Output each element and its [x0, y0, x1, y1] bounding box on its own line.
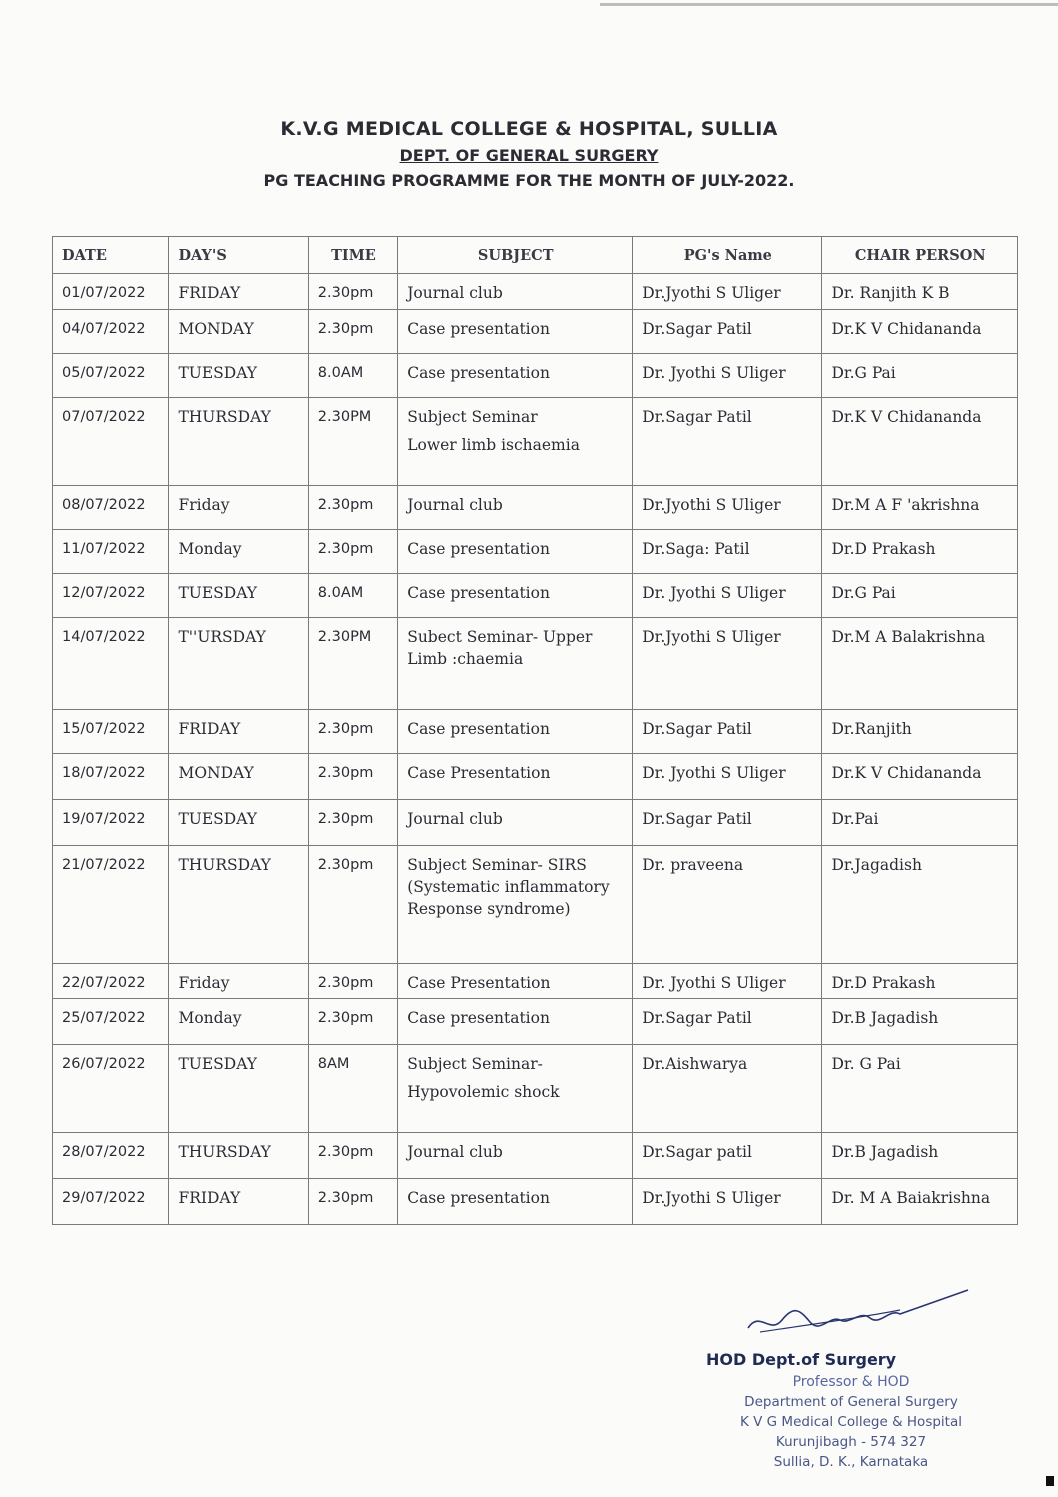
time-cell-text: 8.0AM	[317, 365, 364, 381]
date-cell	[53, 999, 169, 1045]
column-header-chair-person: CHAIR PERSON	[822, 237, 1018, 274]
day-cell	[169, 964, 308, 999]
date-cell-text: 07/07/2022	[62, 409, 146, 425]
time-cell	[308, 710, 397, 754]
time-cell-text: 8AM	[317, 1056, 350, 1072]
subject-cell	[398, 398, 633, 486]
time-cell	[308, 274, 397, 310]
subject-cell	[398, 618, 633, 710]
table-row	[53, 354, 1018, 398]
time-cell-text: 2.30pm	[317, 1144, 374, 1160]
subject-cell-text: Subject Seminar-	[407, 1055, 543, 1073]
date-cell	[53, 1045, 169, 1133]
day-cell	[169, 1133, 308, 1179]
date-cell	[53, 310, 169, 354]
day-cell	[169, 710, 308, 754]
day-cell	[169, 486, 308, 530]
date-cell	[53, 1133, 169, 1179]
chair-person-cell	[822, 486, 1018, 530]
time-cell-text: 2.30PM	[317, 409, 372, 425]
day-cell-text: THURSDAY	[178, 408, 271, 426]
column-header-subject: SUBJECT	[398, 237, 633, 274]
scan-corner-mark	[1046, 1476, 1054, 1486]
time-cell-text: 2.30pm	[317, 1010, 374, 1026]
subject-cell-text: Case Presentation	[407, 764, 551, 782]
table-row	[53, 310, 1018, 354]
date-cell	[53, 574, 169, 618]
pg-name-cell	[633, 530, 822, 574]
pg-name-cell	[633, 1045, 822, 1133]
day-cell	[169, 618, 308, 710]
subject-cell	[398, 310, 633, 354]
time-cell	[308, 754, 397, 800]
chair-person-cell	[822, 999, 1018, 1045]
day-cell	[169, 1045, 308, 1133]
table-row	[53, 398, 1018, 486]
table-row	[53, 710, 1018, 754]
day-cell	[169, 800, 308, 846]
date-cell-text: 08/07/2022	[62, 497, 146, 513]
subject-cell	[398, 710, 633, 754]
day-cell	[169, 398, 308, 486]
time-cell-text: 2.30pm	[317, 857, 374, 873]
date-cell-text: 21/07/2022	[62, 857, 146, 873]
time-cell	[308, 486, 397, 530]
chair-person-cell	[822, 618, 1018, 710]
subject-cell	[398, 486, 633, 530]
subject-topic-text: Hypovolemic shock	[407, 1083, 560, 1101]
day-cell-text: THURSDAY	[178, 1143, 271, 1161]
stamp-department: Department of General Surgery	[744, 1394, 958, 1410]
pg-name-cell-text: Dr.Sagar Patil	[642, 810, 752, 828]
time-cell	[308, 1045, 397, 1133]
time-cell	[308, 310, 397, 354]
date-cell-text: 15/07/2022	[62, 721, 146, 737]
time-cell	[308, 846, 397, 964]
chair-person-cell	[822, 530, 1018, 574]
subject-cell-text: Case presentation	[407, 584, 550, 602]
date-cell	[53, 800, 169, 846]
subject-cell-text: Journal club	[407, 1143, 503, 1161]
pg-name-cell	[633, 754, 822, 800]
subject-cell	[398, 754, 633, 800]
date-cell-text: 12/07/2022	[62, 585, 146, 601]
chair-person-cell	[822, 310, 1018, 354]
day-cell	[169, 354, 308, 398]
time-cell	[308, 530, 397, 574]
signatory-label: HOD Dept.of Surgery	[706, 1350, 897, 1369]
stamp-title: Professor & HOD	[792, 1374, 910, 1390]
subject-cell-text: Case presentation	[407, 720, 550, 738]
stamp-place: Kurunjibagh - 574 327	[775, 1434, 927, 1450]
chair-person-cell	[822, 274, 1018, 310]
subject-cell	[398, 1133, 633, 1179]
subject-cell	[398, 574, 633, 618]
time-cell-text: 2.30pm	[317, 321, 374, 337]
chair-person-cell	[822, 846, 1018, 964]
pg-name-cell	[633, 1179, 822, 1225]
pg-name-cell	[633, 618, 822, 710]
date-cell-text: 19/07/2022	[62, 811, 146, 827]
chair-person-cell-text: Dr. Ranjith K B	[831, 284, 950, 302]
programme-title: PG TEACHING PROGRAMME FOR THE MONTH OF JULY-2022.	[263, 171, 795, 190]
pg-name-cell-text: Dr.Jyothi S Uliger	[642, 496, 781, 514]
schedule-table	[52, 236, 1018, 1225]
time-cell	[308, 999, 397, 1045]
pg-name-cell	[633, 999, 822, 1045]
date-cell	[53, 274, 169, 310]
time-cell	[308, 1133, 397, 1179]
time-cell	[308, 964, 397, 999]
day-cell-text: TUESDAY	[178, 584, 258, 602]
pg-name-cell-text: Dr. praveena	[642, 856, 744, 874]
chair-person-cell-text: Dr.M A F 'akrishna	[831, 496, 980, 514]
time-cell-text: 2.30pm	[317, 285, 374, 301]
chair-person-cell	[822, 800, 1018, 846]
day-cell-text: THURSDAY	[178, 856, 271, 874]
day-cell	[169, 310, 308, 354]
table-row	[53, 754, 1018, 800]
chair-person-cell-text: Dr.M A Balakrishna	[831, 628, 986, 646]
subject-cell	[398, 964, 633, 999]
pg-name-cell	[633, 398, 822, 486]
day-cell	[169, 754, 308, 800]
chair-person-cell	[822, 1133, 1018, 1179]
pg-name-cell-text: Dr.Sagar Patil	[642, 320, 752, 338]
subject-cell-text: Case presentation	[407, 1189, 550, 1207]
chair-person-cell-text: Dr.D Prakash	[831, 974, 936, 992]
pg-name-cell	[633, 710, 822, 754]
chair-person-cell-text: Dr.G Pai	[831, 584, 896, 602]
chair-person-cell	[822, 354, 1018, 398]
date-cell-text: 14/07/2022	[62, 629, 146, 645]
time-cell-text: 8.0AM	[317, 585, 364, 601]
chair-person-cell-text: Dr.D Prakash	[831, 540, 936, 558]
stamp-college: K V G Medical College & Hospital	[740, 1414, 962, 1430]
pg-name-cell	[633, 274, 822, 310]
chair-person-cell	[822, 710, 1018, 754]
table-row	[53, 1133, 1018, 1179]
institution-title: K.V.G MEDICAL COLLEGE & HOSPITAL, SULLIA	[280, 118, 778, 140]
chair-person-cell-text: Dr. M A Baiakrishna	[831, 1189, 991, 1207]
time-cell	[308, 800, 397, 846]
subject-cell	[398, 1179, 633, 1225]
date-cell-text: 18/07/2022	[62, 765, 146, 781]
day-cell-text: Monday	[178, 540, 242, 558]
day-cell-text: FRIDAY	[178, 1189, 241, 1207]
table-row	[53, 274, 1018, 310]
subject-cell	[398, 1045, 633, 1133]
pg-name-cell-text: Dr.Sagar Patil	[642, 1009, 752, 1027]
pg-name-cell	[633, 310, 822, 354]
chair-person-cell	[822, 574, 1018, 618]
chair-person-cell	[822, 398, 1018, 486]
chair-person-cell	[822, 754, 1018, 800]
pg-name-cell-text: Dr.Jyothi S Uliger	[642, 1189, 781, 1207]
subject-cell	[398, 800, 633, 846]
table-row	[53, 1179, 1018, 1225]
day-cell-text: Friday	[178, 974, 230, 992]
subject-cell-text: Case presentation	[407, 1009, 550, 1027]
scan-edge-line	[600, 3, 1058, 6]
date-cell-text: 04/07/2022	[62, 321, 146, 337]
subject-cell	[398, 846, 633, 964]
subject-cell	[398, 354, 633, 398]
table-row	[53, 530, 1018, 574]
table-row	[53, 999, 1018, 1045]
pg-name-cell-text: Dr.Sagar Patil	[642, 408, 752, 426]
date-cell	[53, 964, 169, 999]
chair-person-cell	[822, 1045, 1018, 1133]
table-row	[53, 846, 1018, 964]
subject-cell-text: Subect Seminar- Upper Limb :chaemia	[407, 628, 593, 668]
day-cell-text: TUESDAY	[178, 364, 258, 382]
date-cell	[53, 710, 169, 754]
day-cell-text: FRIDAY	[178, 720, 241, 738]
pg-name-cell-text: Dr. Jyothi S Uliger	[642, 584, 786, 602]
day-cell-text: MONDAY	[178, 320, 254, 338]
column-header-time: TIME	[308, 237, 397, 274]
chair-person-cell-text: Dr.K V Chidananda	[831, 408, 982, 426]
date-cell-text: 26/07/2022	[62, 1056, 146, 1072]
pg-name-cell	[633, 574, 822, 618]
column-header-date: DATE	[53, 237, 169, 274]
table-row	[53, 618, 1018, 710]
subject-cell-text: Subject Seminar	[407, 408, 538, 426]
time-cell-text: 2.30pm	[317, 721, 374, 737]
day-cell	[169, 1179, 308, 1225]
subject-cell-text: Subject Seminar- SIRS (Systematic inflammatory Response syndrome)	[407, 856, 610, 918]
subject-cell-text: Journal club	[407, 810, 503, 828]
day-cell-text: Monday	[178, 1009, 242, 1027]
chair-person-cell	[822, 1179, 1018, 1225]
chair-person-cell-text: Dr.Ranjith	[831, 720, 912, 738]
subject-cell	[398, 274, 633, 310]
date-cell	[53, 398, 169, 486]
table-row	[53, 800, 1018, 846]
pg-name-cell	[633, 486, 822, 530]
date-cell-text: 11/07/2022	[62, 541, 146, 557]
subject-cell-text: Case presentation	[407, 364, 550, 382]
pg-name-cell-text: Dr.Saga: Patil	[642, 540, 750, 558]
day-cell	[169, 999, 308, 1045]
subject-cell-text: Case presentation	[407, 540, 550, 558]
time-cell-text: 2.30PM	[317, 629, 372, 645]
pg-name-cell	[633, 964, 822, 999]
time-cell-text: 2.30pm	[317, 1190, 374, 1206]
time-cell	[308, 398, 397, 486]
chair-person-cell-text: Dr.G Pai	[831, 364, 896, 382]
day-cell	[169, 530, 308, 574]
pg-name-cell-text: Dr. Jyothi S Uliger	[642, 364, 786, 382]
time-cell	[308, 574, 397, 618]
date-cell	[53, 530, 169, 574]
stamp-region: Sullia, D. K., Karnataka	[773, 1454, 929, 1470]
day-cell-text: TUESDAY	[178, 810, 258, 828]
date-cell-text: 29/07/2022	[62, 1190, 146, 1206]
chair-person-cell-text: Dr.Jagadish	[831, 856, 922, 874]
document-header	[0, 118, 1058, 190]
pg-name-cell	[633, 800, 822, 846]
day-cell	[169, 846, 308, 964]
day-cell-text: T''URSDAY	[178, 628, 266, 646]
date-cell-text: 05/07/2022	[62, 365, 146, 381]
time-cell-text: 2.30pm	[317, 497, 374, 513]
pg-name-cell-text: Dr. Jyothi S Uliger	[642, 974, 786, 992]
day-cell	[169, 274, 308, 310]
pg-name-cell-text: Dr. Jyothi S Uliger	[642, 764, 786, 782]
date-cell	[53, 618, 169, 710]
subject-cell	[398, 999, 633, 1045]
table-row	[53, 574, 1018, 618]
table-row	[53, 964, 1018, 999]
chair-person-cell-text: Dr.K V Chidananda	[831, 320, 982, 338]
hod-stamp	[706, 1372, 996, 1472]
time-cell	[308, 1179, 397, 1225]
pg-name-cell	[633, 846, 822, 964]
day-cell-text: FRIDAY	[178, 284, 241, 302]
day-cell-text: Friday	[178, 496, 230, 514]
subject-topic-text: Lower limb ischaemia	[407, 436, 580, 454]
table-header-row	[53, 237, 1018, 274]
day-cell	[169, 574, 308, 618]
day-cell-text: TUESDAY	[178, 1055, 258, 1073]
day-cell-text: MONDAY	[178, 764, 254, 782]
pg-name-cell	[633, 354, 822, 398]
pg-name-cell-text: Dr.Jyothi S Uliger	[642, 284, 781, 302]
time-cell-text: 2.30pm	[317, 811, 374, 827]
subject-cell	[398, 530, 633, 574]
column-header-day: DAY'S	[169, 237, 308, 274]
department-title: DEPT. OF GENERAL SURGERY	[399, 146, 659, 165]
chair-person-cell	[822, 964, 1018, 999]
date-cell-text: 01/07/2022	[62, 285, 146, 301]
time-cell	[308, 354, 397, 398]
date-cell	[53, 754, 169, 800]
date-cell-text: 25/07/2022	[62, 1010, 146, 1026]
date-cell	[53, 846, 169, 964]
pg-name-cell-text: Dr.Sagar Patil	[642, 720, 752, 738]
chair-person-cell-text: Dr.B Jagadish	[831, 1009, 939, 1027]
column-header-pg-name: PG's Name	[633, 237, 822, 274]
pg-name-cell-text: Dr.Sagar patil	[642, 1143, 752, 1161]
pg-name-cell-text: Dr.Aishwarya	[642, 1055, 748, 1073]
pg-name-cell	[633, 1133, 822, 1179]
date-cell	[53, 354, 169, 398]
date-cell-text: 22/07/2022	[62, 975, 146, 991]
subject-cell-text: Case Presentation	[407, 974, 551, 992]
chair-person-cell-text: Dr. G Pai	[831, 1055, 901, 1073]
subject-cell-text: Journal club	[407, 284, 503, 302]
date-cell	[53, 1179, 169, 1225]
chair-person-cell-text: Dr.Pai	[831, 810, 879, 828]
chair-person-cell-text: Dr.B Jagadish	[831, 1143, 939, 1161]
table-row	[53, 486, 1018, 530]
hod-signature	[740, 1280, 970, 1340]
pg-name-cell-text: Dr.Jyothi S Uliger	[642, 628, 781, 646]
date-cell	[53, 486, 169, 530]
subject-cell-text: Case presentation	[407, 320, 550, 338]
time-cell-text: 2.30pm	[317, 541, 374, 557]
table-row	[53, 1045, 1018, 1133]
time-cell	[308, 618, 397, 710]
time-cell-text: 2.30pm	[317, 765, 374, 781]
time-cell-text: 2.30pm	[317, 975, 374, 991]
subject-cell-text: Journal club	[407, 496, 503, 514]
date-cell-text: 28/07/2022	[62, 1144, 146, 1160]
chair-person-cell-text: Dr.K V Chidananda	[831, 764, 982, 782]
